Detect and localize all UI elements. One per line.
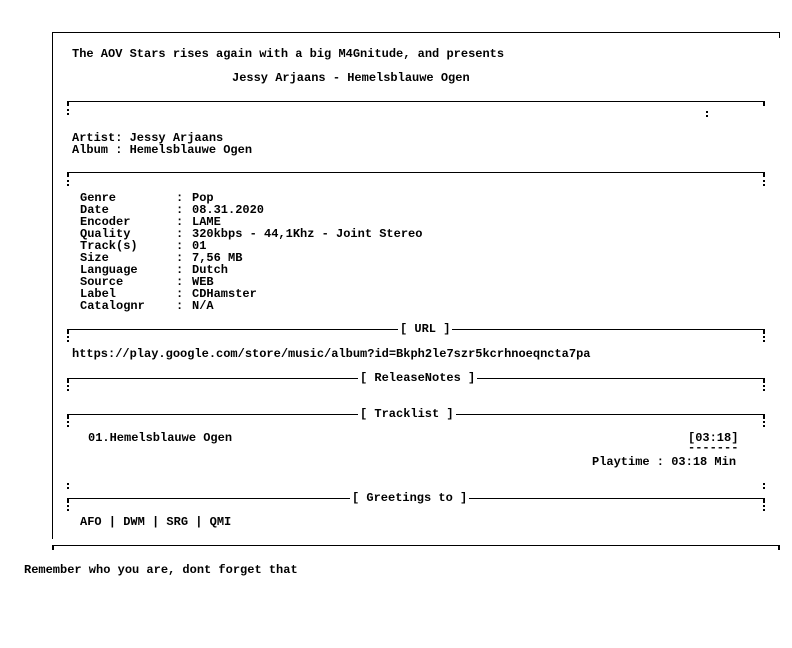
info-row-genre: Genre : Pop [80, 191, 214, 205]
track-item-duration: [03:18] [688, 431, 739, 445]
info-box-top-rule [67, 172, 765, 173]
tracklist-section-title: [ Tracklist ] [360, 407, 454, 421]
intro-line-1: The AOV Stars rises again with a big M4Gnitude, and presents [72, 47, 505, 61]
info-box-corner-left [67, 172, 69, 177]
greetings-dots-left [67, 505, 69, 511]
greetings-groups: AFO | DWM | SRG | QMI [80, 515, 232, 529]
frame-left-border [52, 32, 53, 539]
track-item-name: 01.Hemelsblauwe Ogen [88, 431, 233, 445]
releasenotes-dots-right [763, 385, 765, 391]
info-row-tracks: Track(s) : 01 [80, 239, 207, 253]
info-row-encoder: Encoder : LAME [80, 215, 221, 229]
info-row-quality: Quality : 320kbps - 44,1Khz - Joint Stereo [80, 227, 423, 241]
info-row-size: Size : 7,56 MB [80, 251, 243, 265]
info-row-date: Date : 08.31.2020 [80, 203, 265, 217]
tracklist-dots-right [763, 421, 765, 427]
frame-top-border [52, 32, 780, 33]
info-box-corner-right [763, 172, 765, 177]
greetings-dots-right-top [763, 483, 765, 489]
frame-bottom-right-corner [778, 545, 780, 550]
info-box-dots-left [67, 180, 69, 186]
info-row-catalognr: Catalognr : N/A [80, 299, 214, 313]
greetings-section-header [67, 492, 765, 504]
url-dots-left [67, 336, 69, 342]
frame-bottom-border [52, 545, 780, 546]
album-label: Album : Hemelsblauwe Ogen [72, 143, 253, 157]
total-rule: ------- [688, 441, 739, 455]
release-info-table [80, 192, 422, 312]
releasenotes-dots-left [67, 385, 69, 391]
url-link[interactable]: https://play.google.com/store/music/album?id=Bkph2le7szr5kcrhnoeqncta7pa [72, 347, 591, 361]
box-dots-mid [706, 111, 708, 117]
url-dots-right [763, 336, 765, 342]
frame-bottom-left-corner [52, 545, 54, 550]
box-corner-left [67, 101, 69, 106]
url-section-title: [ URL ] [400, 322, 451, 336]
frame-right-border [779, 32, 780, 38]
info-row-source: Source : WEB [80, 275, 214, 289]
info-box-dots-right [763, 180, 765, 186]
playtime-total: Playtime : 03:18 Min [592, 455, 737, 469]
url-section-header [67, 323, 765, 335]
tracklist-section-header [67, 408, 765, 420]
footer-text: Remember who you are, dont forget that [24, 563, 298, 577]
greetings-dots-left-top [67, 483, 69, 489]
box-dots-left [67, 109, 69, 115]
artist-label: Artist: Jessy Arjaans [72, 131, 224, 145]
releasenotes-section-header [67, 372, 765, 384]
tracklist-dots-left [67, 421, 69, 427]
greetings-dots-right [763, 505, 765, 511]
box-corner-right [763, 101, 765, 106]
releasenotes-section-title: [ ReleaseNotes ] [360, 371, 476, 385]
greetings-section-title: [ Greetings to ] [352, 491, 468, 505]
box-top-rule [67, 101, 765, 102]
intro-line-2: Jessy Arjaans - Hemelsblauwe Ogen [232, 71, 470, 85]
info-row-language: Language : Dutch [80, 263, 229, 277]
info-row-label: Label : CDHamster [80, 287, 257, 301]
